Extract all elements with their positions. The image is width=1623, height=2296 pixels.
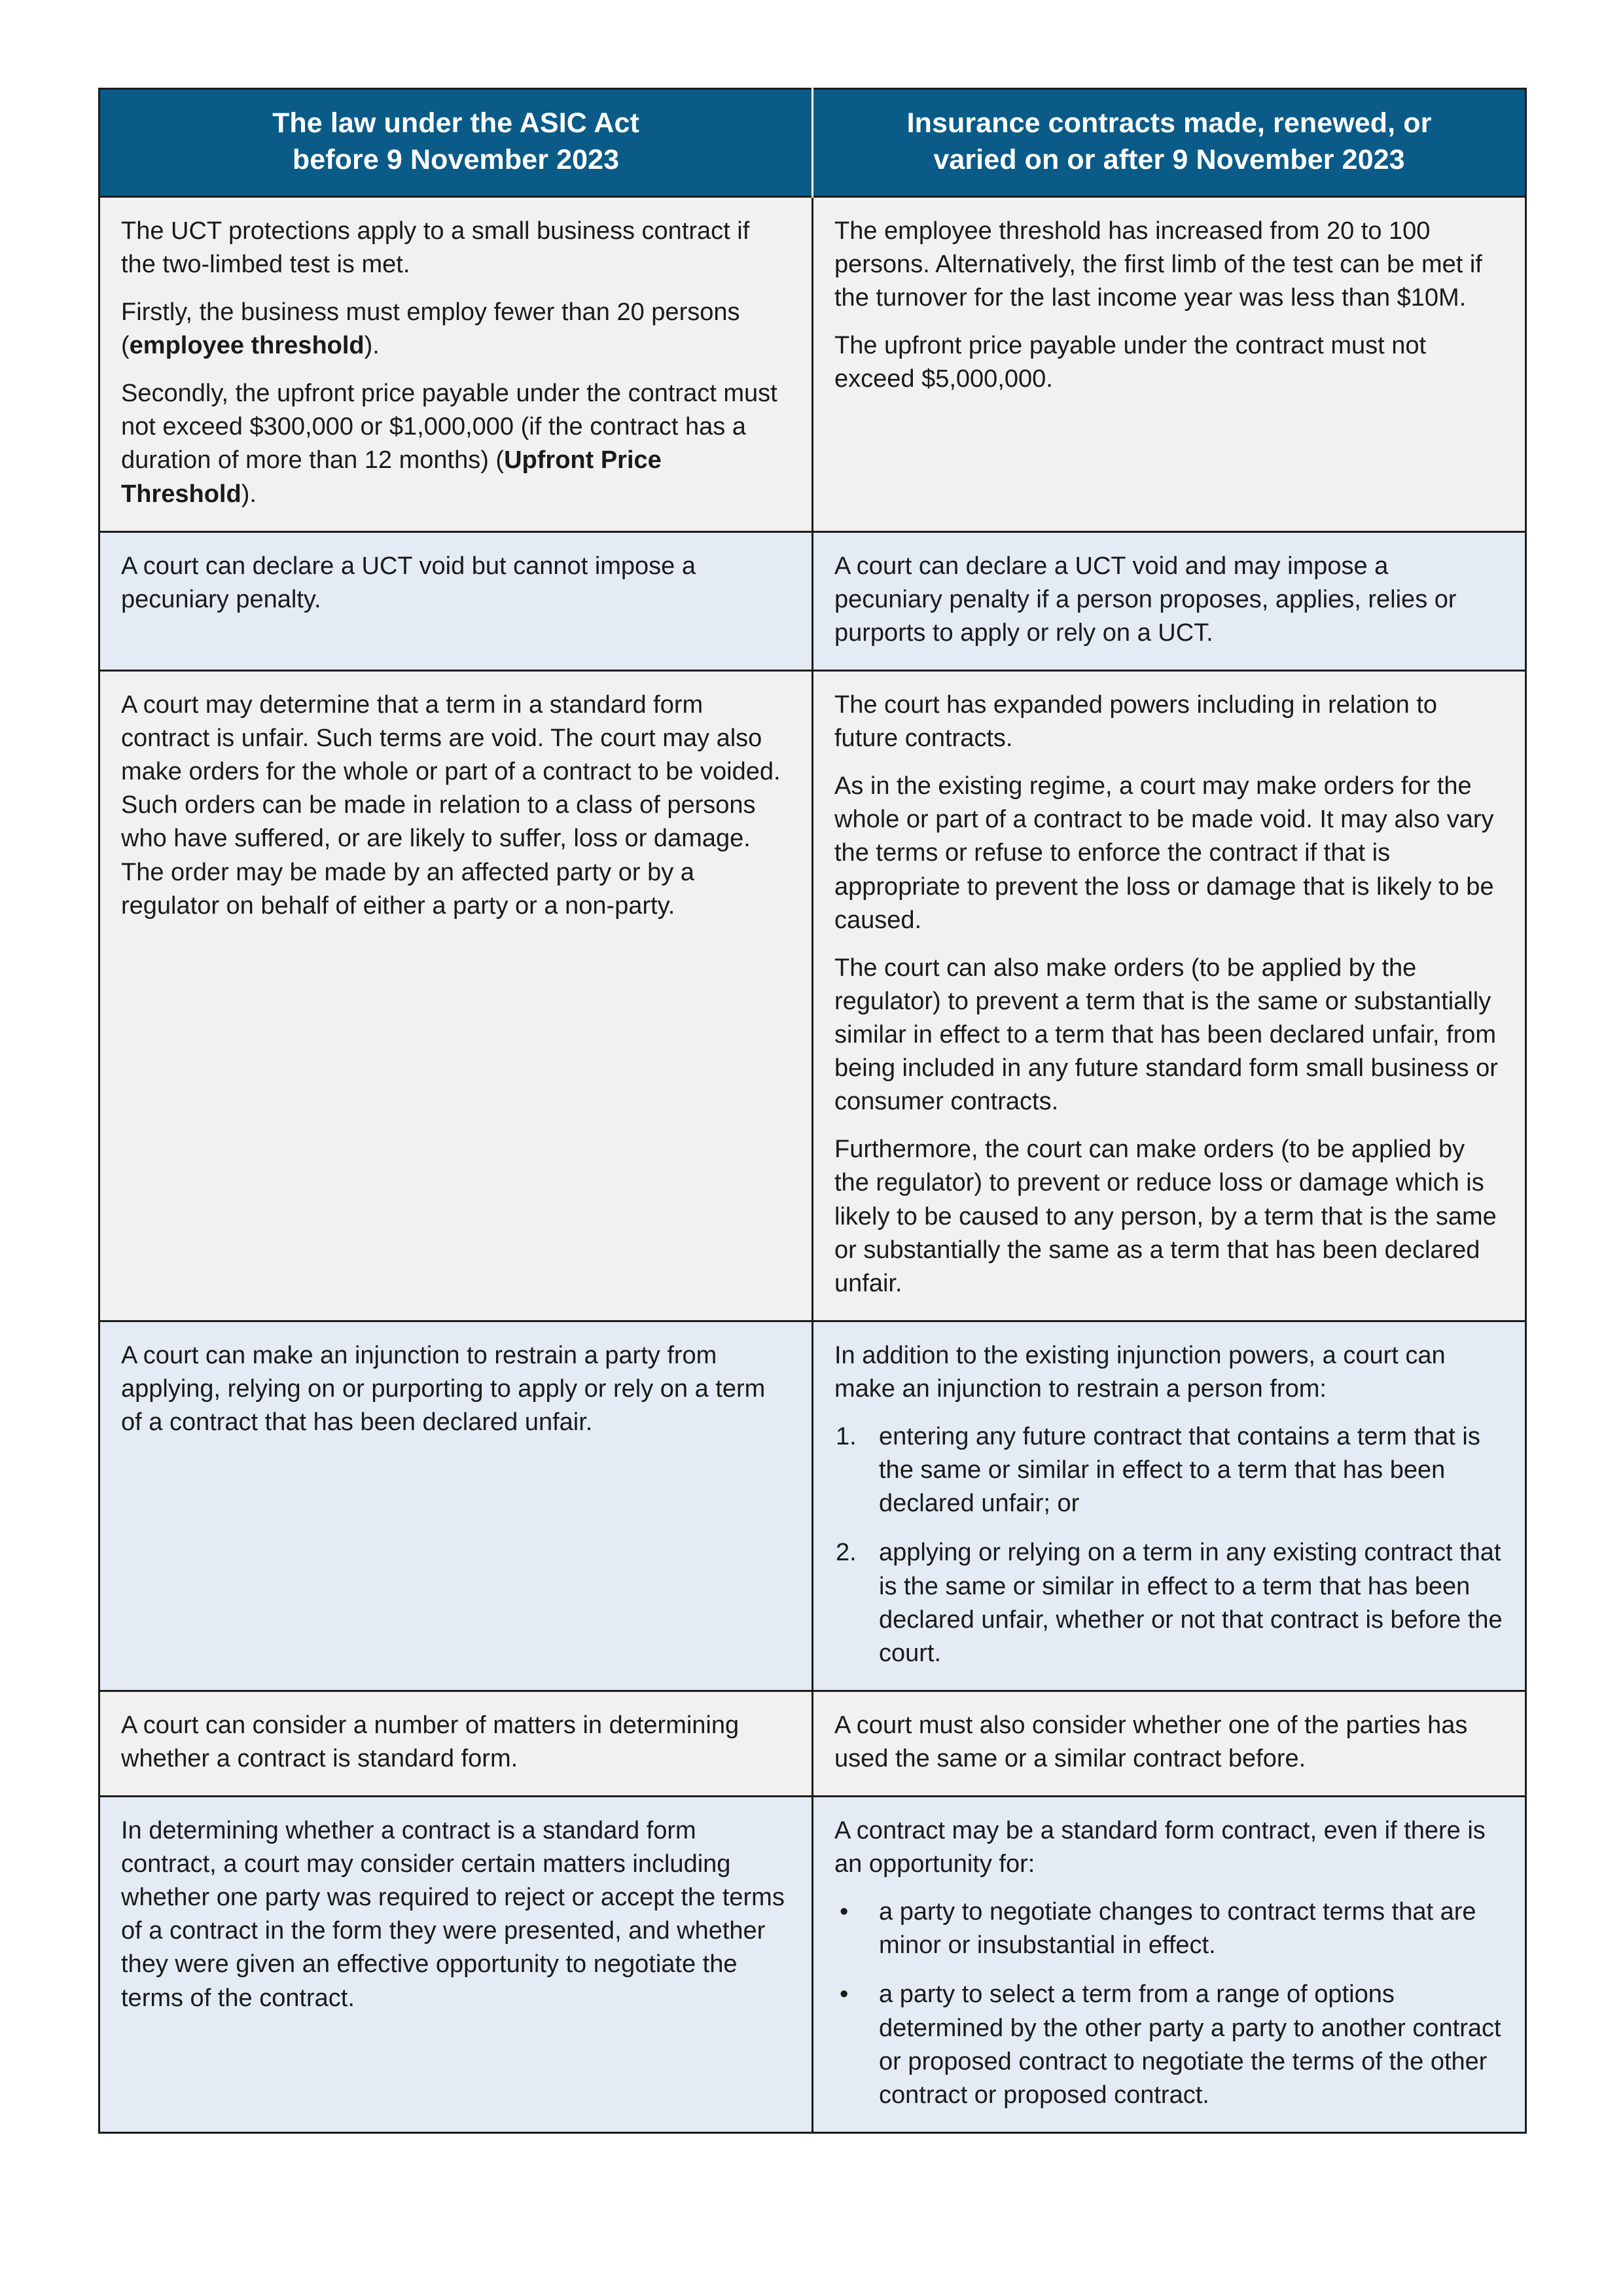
list-item xyxy=(834,1536,1503,1670)
header-cell-new-law xyxy=(813,89,1526,197)
table-row xyxy=(99,1797,1526,2133)
header-new-law-line2: varied on or after 9 November 2023 xyxy=(933,143,1405,175)
ordered-list-injunction-grounds xyxy=(834,1420,1503,1670)
list-marker: 1. xyxy=(836,1423,857,1451)
header-old-law-line2: before 9 November 2023 xyxy=(292,143,620,175)
paragraph: Furthermore, the court can make orders (to be applied by the regulator) to prevent or reduce loss or damage which is likely to be caused to any person, by a term that is the same or substantially the same as a term that has been declared unfair. xyxy=(834,1136,1497,1297)
cell-old-law-injunction xyxy=(99,1321,813,1691)
cell-old-law-standard-form-matters xyxy=(99,1691,813,1796)
paragraph: In determining whether a contract is a standard form contract, a court may consider certain matters including whether one party was required to reject or accept the terms of a contract in the form they were presented, and whether they were given an effective opportunity to negotiate the terms of the contract. xyxy=(121,1817,785,2012)
paragraph: A court can declare a UCT void but cannot impose a pecuniary penalty. xyxy=(121,552,696,613)
uct-comparison-table xyxy=(98,88,1527,2134)
list-item xyxy=(834,1978,1503,2111)
list-item xyxy=(834,1895,1503,1962)
bullet-icon: • xyxy=(840,1981,849,2009)
list-item-text: entering any future contract that contains a term that is the same or similar in effect to a term that has been declared unfair; or xyxy=(879,1423,1480,1518)
paragraph: The court can also make orders (to be applied by the regulator) to prevent a term that is the same or substantially similar in effect to a term that has been declared unfair, from being included in any future standard form small business or consumer contracts. xyxy=(834,954,1498,1116)
table-row xyxy=(99,1691,1526,1796)
table-row xyxy=(99,531,1526,670)
table-header xyxy=(99,89,1526,197)
text-fragment: ). xyxy=(241,480,257,508)
bullet-icon: • xyxy=(840,1898,849,1926)
list-item xyxy=(834,1420,1503,1520)
paragraph: A court may determine that a term in a standard form contract is unfair. Such terms are void. The court may also make orders for the whole or part of a contract to be voided. Such orders can be made in relation to a class of persons who have suffered, or are likely to suffer, loss or damage. The order may be made by an affected party or by a regulator on behalf of either a party or a non-party. xyxy=(121,691,781,920)
cell-old-law-thresholds xyxy=(99,196,813,531)
cell-new-law-thresholds xyxy=(813,196,1526,531)
paragraph: A contract may be a standard form contract, even if there is an opportunity for: xyxy=(834,1817,1486,1878)
paragraph xyxy=(121,377,789,511)
header-row xyxy=(99,89,1526,197)
cell-old-law-court-orders xyxy=(99,670,813,1321)
comparison-table-container xyxy=(98,88,1525,2134)
bullet-list-standard-form-opportunities xyxy=(834,1895,1503,2112)
paragraph xyxy=(121,296,789,363)
list-marker: 2. xyxy=(836,1539,857,1567)
cell-old-law-standard-form-determination xyxy=(99,1797,813,2133)
paragraph: A court can consider a number of matters in determining whether a contract is standard form. xyxy=(121,1711,740,1772)
list-item-text: a party to select a term from a range of options determined by the other party a party to another contract or proposed contract to negotiate the terms of the other contract or proposed contract. xyxy=(879,1981,1501,2109)
header-cell-old-law xyxy=(99,89,813,197)
bold-term-employee-threshold: employee threshold xyxy=(129,332,365,360)
paragraph: As in the existing regime, a court may make orders for the whole or part of a contract to be made void. It may also vary the terms or refuse to enforce the contract if that is appropriate to prevent the loss or damage that is likely to be caused. xyxy=(834,772,1494,934)
cell-old-law-penalty xyxy=(99,531,813,670)
cell-new-law-court-orders xyxy=(813,670,1526,1321)
table-row xyxy=(99,196,1526,531)
paragraph: The upfront price payable under the contract must not exceed $5,000,000. xyxy=(834,332,1427,393)
table-row xyxy=(99,670,1526,1321)
text-fragment: ). xyxy=(364,332,380,360)
paragraph: The court has expanded powers including in relation to future contracts. xyxy=(834,691,1438,753)
cell-new-law-injunction xyxy=(813,1321,1526,1691)
table-row xyxy=(99,1321,1526,1691)
bold-term-upfront-price-threshold: Upfront Price Threshold xyxy=(121,446,662,508)
text-fragment: Firstly, the business must employ fewer than 20 persons ( xyxy=(121,298,740,360)
cell-new-law-standard-form-determination xyxy=(813,1797,1526,2133)
cell-new-law-penalty xyxy=(813,531,1526,670)
paragraph: A court can declare a UCT void and may impose a pecuniary penalty if a person proposes, applies, relies or purports to apply or rely on a UCT. xyxy=(834,552,1457,647)
paragraph: A court must also consider whether one of the parties has used the same or a similar contract before. xyxy=(834,1711,1468,1772)
paragraph: The employee threshold has increased from 20 to 100 persons. Alternatively, the first limb of the test can be met if the turnover for the last income year was less than $10M. xyxy=(834,217,1482,312)
table-body xyxy=(99,196,1526,2132)
text-fragment: Secondly, the upfront price payable under the contract must not exceed $300,000 or $1,000,000 (if the contract has a duration of more than 12 months) ( xyxy=(121,380,777,475)
paragraph: In addition to the existing injunction powers, a court can make an injunction to restrain a person from: xyxy=(834,1341,1446,1403)
list-item-text: applying or relying on a term in any existing contract that is the same or similar in effect to a term that has been declared unfair, whether or not that contract is before the court. xyxy=(879,1539,1503,1667)
header-old-law-line1: The law under the ASIC Act xyxy=(272,107,639,139)
list-item-text: a party to negotiate changes to contract terms that are minor or insubstantial in effect. xyxy=(879,1898,1476,1960)
paragraph: A court can make an injunction to restrain a party from applying, relying on or purporting to apply or rely on a term of a contract that has been declared unfair. xyxy=(121,1341,766,1437)
paragraph: The UCT protections apply to a small business contract if the two-limbed test is met. xyxy=(121,217,750,278)
cell-new-law-standard-form-matters xyxy=(813,1691,1526,1796)
header-new-law-line1: Insurance contracts made, renewed, or xyxy=(906,107,1432,139)
